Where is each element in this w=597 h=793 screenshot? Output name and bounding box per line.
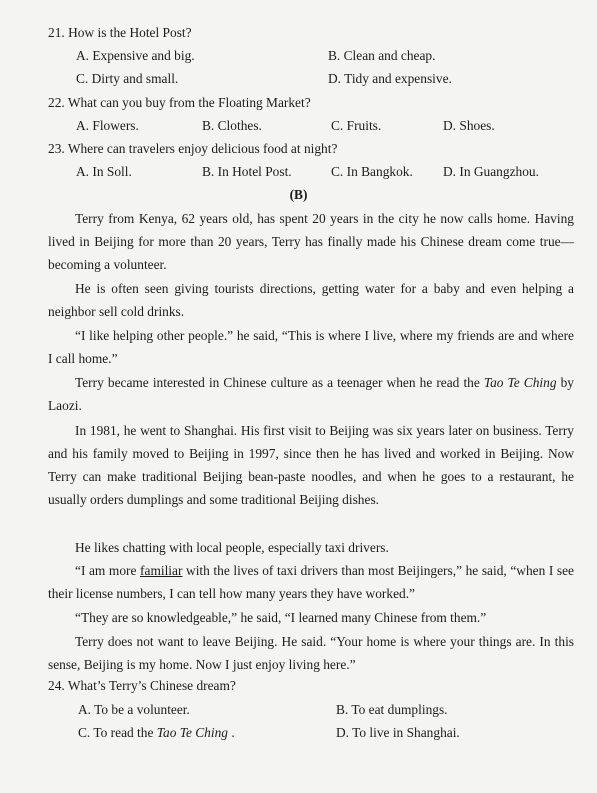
passage-paragraph-2: He is often seen giving tourists directions, getting water for a baby and even helping a neighbor sell cold drinks.	[48, 281, 574, 319]
question-24-option-d: D. To live in Shanghai.	[336, 725, 460, 740]
question-23-option-b: B. In Hotel Post.	[202, 164, 292, 179]
question-22-option-d: D. Shoes.	[443, 118, 495, 133]
question-23-option-d: D. In Guangzhou.	[443, 164, 539, 179]
question-23-stem: 23. Where can travelers enjoy delicious food at night?	[48, 141, 338, 156]
passage-paragraph-4	[48, 371, 574, 417]
question-21-option-c: C. Dirty and small.	[76, 71, 179, 86]
section-heading: (B)	[289, 187, 308, 202]
question-23-option-a: A. In Soll.	[76, 164, 132, 179]
question-21-option-b: B. Clean and cheap.	[328, 48, 436, 63]
question-22-option-b: B. Clothes.	[202, 118, 262, 133]
question-22-option-c: C. Fruits.	[331, 118, 382, 133]
option-c-book-title: Tao Te Ching	[156, 725, 228, 740]
question-23-option-c: C. In Bangkok.	[331, 164, 413, 179]
question-24-option-b: B. To eat dumplings.	[336, 702, 448, 717]
underlined-word: familiar	[140, 563, 183, 578]
paragraph-4-text-end: by Laozi.	[48, 375, 574, 413]
passage-paragraph-1: Terry from Kenya, 62 years old, has spent 20 years in the city he now calls home. Having lived in Beijing for more than 20 years, Terry has finally made his Chinese dream come true—becoming a volunteer.	[48, 211, 574, 272]
passage-paragraph-7	[48, 559, 574, 605]
question-22-option-a: A. Flowers.	[76, 118, 139, 133]
question-21-stem: 21. How is the Hotel Post?	[48, 25, 192, 40]
passage-paragraph-8: “They are so knowledgeable,” he said, “I learned many Chinese from them.”	[75, 610, 487, 625]
option-c-text-end: .	[227, 725, 235, 740]
book-title: Tao Te Ching	[483, 375, 557, 390]
question-21-option-a: A. Expensive and big.	[76, 48, 195, 63]
passage-paragraph-6: He likes chatting with local people, especially taxi drivers.	[75, 540, 389, 555]
question-22-stem: 22. What can you buy from the Floating Market?	[48, 95, 311, 110]
paragraph-7-text-end: with the lives of taxi drivers than most Beijingers,” he said, “when I see their license numbers, I can tell how many years they have worked.”	[48, 563, 575, 601]
question-24-stem: 24. What’s Terry’s Chinese dream?	[48, 678, 236, 693]
passage-paragraph-3: “I like helping other people.” he said, “This is where I live, where my friends are and where I call home.”	[48, 328, 574, 366]
paragraph-4-text-start: Terry became interested in Chinese culture as a teenager when he read the	[75, 375, 484, 390]
paragraph-7-text-start: “I am more	[75, 563, 141, 578]
question-24-option-c	[78, 725, 235, 741]
question-21-option-d: D. Tidy and expensive.	[328, 71, 452, 86]
passage-paragraph-5: In 1981, he went to Shanghai. His first visit to Beijing was six years later on business. Terry and his family moved to Beijing in 1997, since then he has lived and worked in Beijing. Now Terry can make traditional Beijing bean-paste noodles, and when he goes to a restaurant, he usually orders dumplings and some traditional Beijing dishes.	[48, 423, 574, 507]
passage-paragraph-9: Terry does not want to leave Beijing. He said. “Your home is where your things are. In this sense, Beijing is my home. Now I just enjoy living here.”	[48, 634, 574, 672]
question-24-option-a: A. To be a volunteer.	[78, 702, 190, 717]
option-c-text-start: C. To read the	[78, 725, 157, 740]
